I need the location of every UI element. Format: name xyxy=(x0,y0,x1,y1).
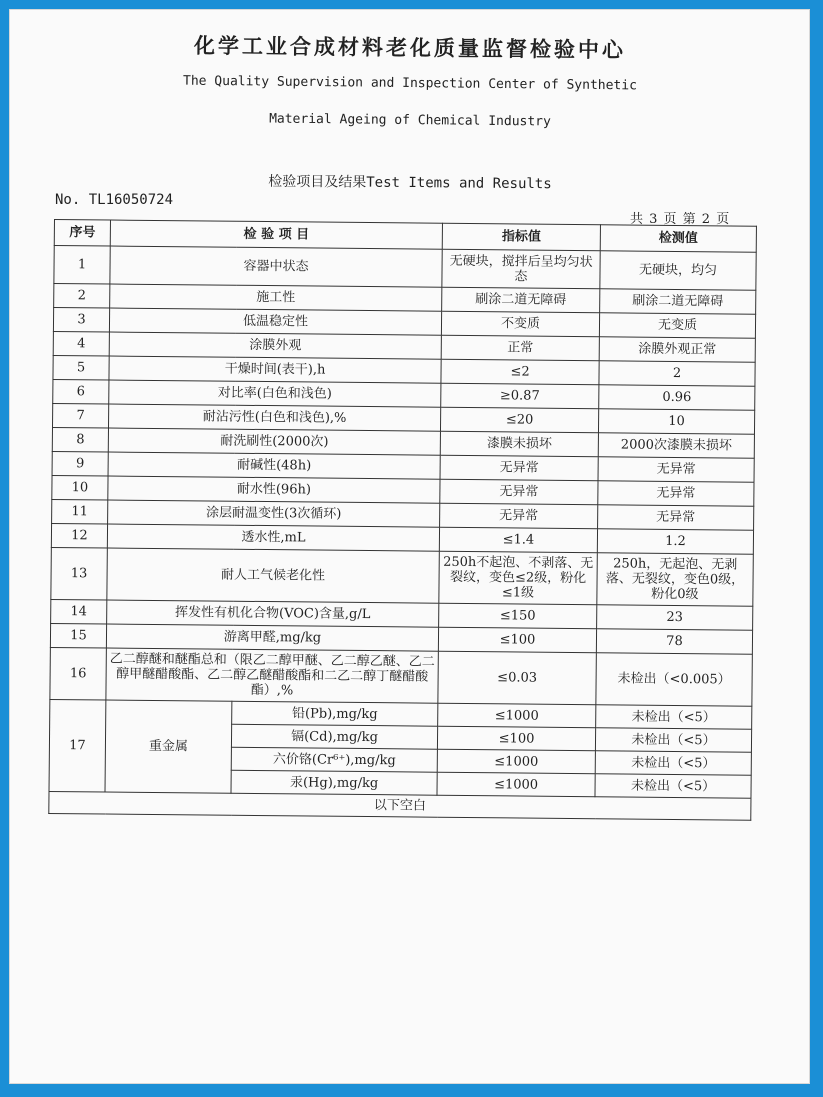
page-info: 共 3 页 第 2 页 xyxy=(630,212,731,227)
row-item: 铅(Pb),mg/kg xyxy=(232,701,438,726)
row-index: 12 xyxy=(51,523,107,548)
section-subtitle: 检验项目及结果Test Items and Results xyxy=(268,173,552,193)
row-standard: 无异常 xyxy=(440,503,598,529)
row-result: 2000次漆膜未损坏 xyxy=(598,433,754,458)
table-row xyxy=(51,547,753,606)
header-index: 序号 xyxy=(54,220,110,247)
row-standard: ≤150 xyxy=(439,603,597,629)
row-standard: ≤100 xyxy=(437,726,595,751)
row-standard: ≤2 xyxy=(441,359,599,385)
row-item: 耐沾污性(白色和浅色),% xyxy=(108,404,440,431)
row-standard: ≤1000 xyxy=(437,772,595,797)
row-item: 容器中状态 xyxy=(110,246,442,287)
row-result: 涂膜外观正常 xyxy=(599,337,755,362)
row-index: 10 xyxy=(52,475,108,500)
row-item: 低温稳定性 xyxy=(109,308,441,335)
row-standard: 不变质 xyxy=(441,311,599,337)
row-item: 耐水性(96h) xyxy=(108,476,440,503)
row-standard: 250h不起泡、不剥落、无裂纹，变色≤2级，粉化≤1级 xyxy=(439,551,597,605)
inspection-report-page xyxy=(10,10,810,1084)
row-standard: ≤1000 xyxy=(438,703,596,728)
row-standard: ≤1000 xyxy=(437,749,595,774)
row-result: 未检出（<5） xyxy=(595,774,751,798)
center-title-english-line1: The Quality Supervision and Inspection Center of Synthetic xyxy=(182,73,638,94)
row-index: 3 xyxy=(53,308,109,333)
row-item: 对比率(白色和浅色) xyxy=(109,380,441,407)
header-result: 检测值 xyxy=(600,225,756,252)
row-result: 未检出（<5） xyxy=(595,728,751,752)
row-standard: 正常 xyxy=(441,335,599,361)
table-footer-blank-note: 以下空白 xyxy=(49,791,751,820)
report-number: No. TL16050724 xyxy=(55,192,174,208)
row-item: 涂膜外观 xyxy=(109,332,441,359)
row-index: 5 xyxy=(53,355,109,380)
document-frame xyxy=(9,9,810,1084)
row-standard: 无硬块，搅拌后呈均匀状态 xyxy=(442,249,600,289)
row-standard: ≤20 xyxy=(440,407,598,433)
row-result: 刷涂二道无障碍 xyxy=(600,289,756,314)
row-result: 无硬块，均匀 xyxy=(600,251,756,290)
row-item: 游离甲醛,mg/kg xyxy=(106,624,438,651)
row-index: 15 xyxy=(50,623,106,648)
row-item: 涂层耐温变性(3次循环) xyxy=(108,500,440,527)
row-standard: 无异常 xyxy=(440,455,598,481)
row-result: 未检出（<0.005） xyxy=(596,653,752,706)
row-result: 2 xyxy=(599,361,755,386)
row-item: 干燥时间(表干),h xyxy=(109,356,441,383)
row-item: 耐碱性(48h) xyxy=(108,452,440,479)
row-result: 23 xyxy=(597,605,753,630)
row-index: 6 xyxy=(53,379,109,404)
row-result: 无异常 xyxy=(598,457,754,482)
row-standard: ≥0.87 xyxy=(441,383,599,409)
row-result: 1.2 xyxy=(597,529,753,554)
row-item: 镉(Cd),mg/kg xyxy=(231,724,437,749)
row-item: 耐洗刷性(2000次) xyxy=(108,428,440,455)
row-result: 78 xyxy=(596,629,752,654)
row-result: 10 xyxy=(598,409,754,434)
row-item: 耐人工气候老化性 xyxy=(107,548,439,603)
header-standard: 指标值 xyxy=(442,223,600,251)
row-index: 17 xyxy=(49,699,106,792)
header-item: 检 验 项 目 xyxy=(110,220,442,249)
row-item: 汞(Hg),mg/kg xyxy=(231,770,437,795)
row-result: 无变质 xyxy=(599,313,755,338)
table-row xyxy=(50,647,752,706)
heavy-metal-group: 重金属 xyxy=(105,700,232,793)
row-standard: 无异常 xyxy=(440,479,598,505)
row-index: 4 xyxy=(53,331,109,356)
row-index: 2 xyxy=(54,284,110,309)
row-index: 1 xyxy=(54,246,110,285)
row-index: 7 xyxy=(52,403,108,428)
row-item: 六价铬(Cr⁶⁺),mg/kg xyxy=(231,747,437,772)
center-title-english-line2: Material Ageing of Chemical Industry xyxy=(269,111,551,130)
row-index: 8 xyxy=(52,427,108,452)
row-index: 11 xyxy=(52,499,108,524)
results-table-wrapper xyxy=(48,219,756,821)
row-index: 16 xyxy=(50,647,106,700)
row-index: 14 xyxy=(51,599,107,624)
row-standard: 漆膜未损坏 xyxy=(440,431,598,457)
row-item: 施工性 xyxy=(110,284,442,311)
row-index: 13 xyxy=(51,547,107,600)
row-index: 9 xyxy=(52,451,108,476)
row-result: 250h，无起泡、无剥落、无裂纹，变色0级，粉化0级 xyxy=(597,553,753,606)
row-item: 挥发性有机化合物(VOC)含量,g/L xyxy=(107,600,439,627)
row-result: 0.96 xyxy=(599,385,755,410)
row-standard: ≤1.4 xyxy=(439,527,597,553)
row-standard: ≤100 xyxy=(438,627,596,653)
row-standard: ≤0.03 xyxy=(438,651,596,705)
row-item: 透水性,mL xyxy=(107,524,439,551)
center-title-chinese: 化学工业合成材料老化质量监督检验中心 xyxy=(193,33,627,63)
row-result: 未检出（<5） xyxy=(596,705,752,729)
row-result: 无异常 xyxy=(598,505,754,530)
row-result: 无异常 xyxy=(598,481,754,506)
row-item: 乙二醇醚和醚酯总和（限乙二醇甲醚、乙二醇乙醚、乙二醇甲醚醋酸酯、乙二醇乙醚醋酸酯和二乙二醇丁醚醋酸酯）,% xyxy=(106,648,438,703)
row-result: 未检出（<5） xyxy=(595,751,751,775)
results-table xyxy=(48,219,757,821)
row-standard: 刷涂二道无障碍 xyxy=(442,287,600,313)
